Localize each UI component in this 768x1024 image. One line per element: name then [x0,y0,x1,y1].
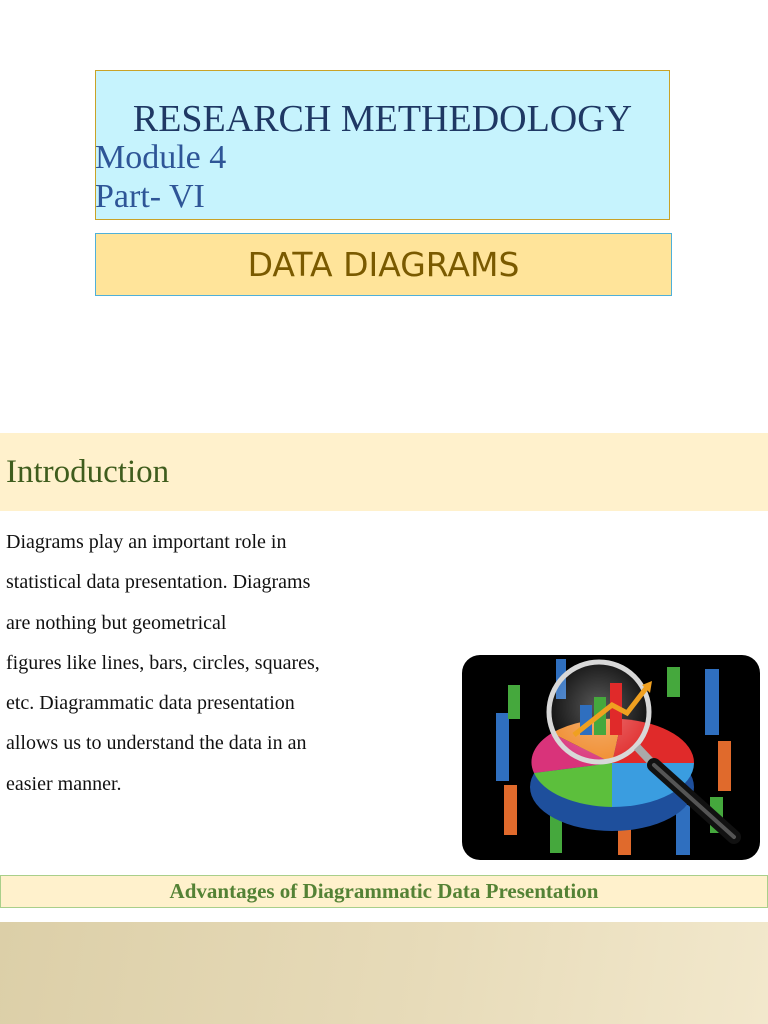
intro-line: easier manner. [6,772,122,795]
introduction-paragraph [6,522,386,804]
intro-line: statistical data presentation. Diagrams [6,571,311,594]
module-label: Module 4 [95,139,227,176]
data-analysis-magnifier-icon [462,655,760,860]
subtitle-box: DATA DIAGRAMS [95,233,672,296]
next-slide-background [0,922,768,1024]
intro-line: etc. Diagrammatic data presentation [6,692,295,715]
introduction-band [0,433,768,511]
main-title: RESEARCH METHEDOLOGY [132,98,633,140]
intro-line: figures like lines, bars, circles, squares, [6,651,320,674]
advantages-heading: Advantages of Diagrammatic Data Presentation [0,875,768,908]
intro-line: are nothing but geometrical [6,611,227,634]
intro-line: Diagrams play an important role in [6,531,287,553]
intro-line: allows us to understand the data in an [6,732,307,755]
introduction-heading: Introduction [6,454,170,490]
part-label: Part- VI [95,178,205,215]
